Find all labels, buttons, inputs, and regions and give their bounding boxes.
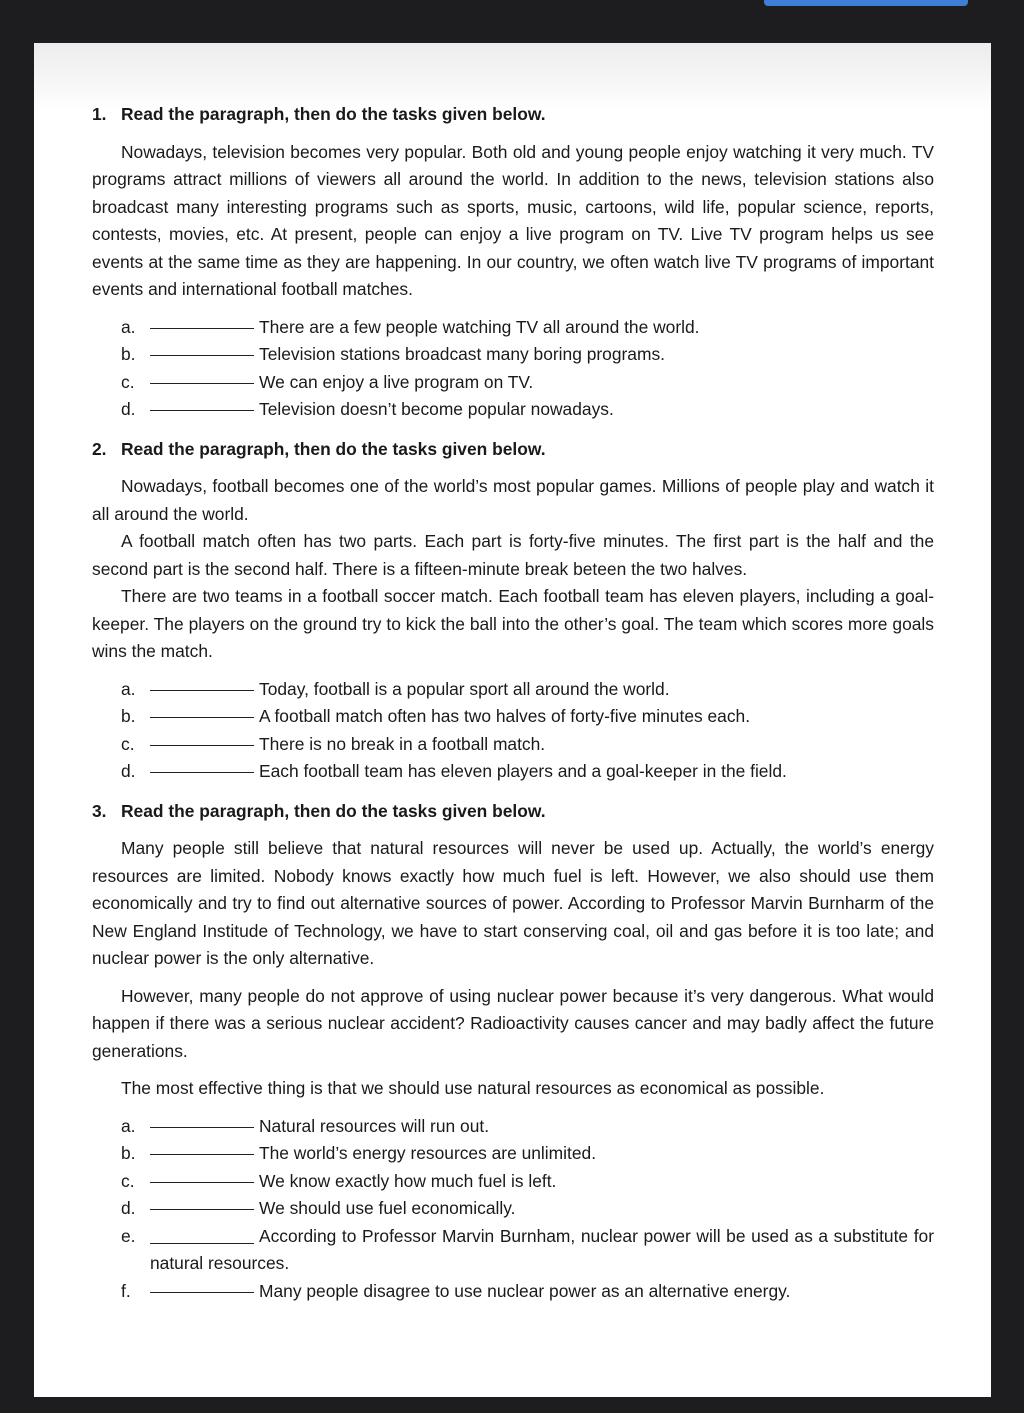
- section-heading: [92, 798, 934, 826]
- item-text: Today, football is a popular sport all around the world.: [259, 678, 670, 699]
- item-letter: b.: [121, 1143, 136, 1163]
- statement-item: [92, 1223, 934, 1278]
- item-letter: d.: [121, 399, 136, 419]
- answer-blank[interactable]: [150, 1166, 254, 1183]
- answer-blank[interactable]: [150, 312, 254, 329]
- item-letter: d.: [121, 761, 136, 781]
- item-text: Television doesn’t become popular nowadays.: [259, 399, 614, 419]
- item-wrap-text: [150, 1223, 934, 1278]
- statement-item: [92, 731, 934, 759]
- section-title: Read the paragraph, then do the tasks given below.: [121, 104, 546, 124]
- answer-blank[interactable]: [150, 701, 254, 718]
- answer-blank[interactable]: [150, 1227, 254, 1244]
- statement-item: [92, 703, 934, 731]
- item-text: According to Professor Marvin Burnham, nuclear power will be used as a substitute for natural resources.: [150, 1225, 934, 1273]
- statement-item: [92, 314, 934, 342]
- item-letter: a.: [121, 678, 136, 699]
- paragraph: A football match often has two parts. Each part is forty-five minutes. The first part is the half and the second part is the second half. There is a fifteen-minute break beteen the two halves.: [92, 531, 934, 579]
- paragraph: The most effective thing is that we should use natural resources as economical as possible.: [121, 1078, 825, 1098]
- item-text: Many people disagree to use nuclear power as an alternative energy.: [259, 1280, 791, 1301]
- statement-item: [92, 758, 934, 786]
- answer-blank[interactable]: [150, 1111, 254, 1128]
- section-title: Read the paragraph, then do the tasks given below.: [121, 800, 546, 821]
- section-heading: [92, 436, 934, 464]
- statement-item: [92, 1278, 934, 1306]
- item-letter: c.: [121, 1170, 135, 1191]
- item-letter: a.: [121, 316, 136, 337]
- paragraph: There are two teams in a football soccer match. Each football team has eleven players, including a goal-keeper. The players on the ground try to kick the ball into the other’s goal. The team which scores more goals wins the match.: [92, 586, 934, 661]
- section-number: 2.: [92, 438, 107, 459]
- answer-blank[interactable]: [150, 674, 254, 691]
- item-text: The world’s energy resources are unlimited.: [259, 1143, 597, 1163]
- statement-item: [92, 676, 934, 704]
- item-letter: e.: [121, 1225, 136, 1246]
- statement-item: [92, 1140, 934, 1168]
- section-title: Read the paragraph, then do the tasks given below.: [121, 438, 546, 459]
- item-text: We should use fuel economically.: [259, 1198, 516, 1218]
- section-number: 1.: [92, 104, 107, 124]
- answer-blank[interactable]: [150, 339, 254, 356]
- item-text: There is no break in a football match.: [259, 733, 546, 754]
- item-letter: d.: [121, 1198, 136, 1218]
- paragraph: Nowadays, football becomes one of the world’s most popular games. Millions of people play and watch it all around the world.: [92, 476, 934, 524]
- top-accent-bar: [764, 0, 968, 6]
- statement-list: [92, 676, 934, 786]
- answer-blank[interactable]: [150, 756, 254, 773]
- paragraph: However, many people do not approve of using nuclear power because it’s very dangerous. What would happen if there was a serious nuclear accident? Radioactivity causes cancer and may badly affect the future generations.: [92, 985, 934, 1061]
- item-text: There are a few people watching TV all around the world.: [259, 316, 700, 337]
- item-text: Each football team has eleven players and a goal-keeper in the field.: [259, 761, 787, 781]
- item-letter: b.: [121, 344, 136, 364]
- statement-item: [92, 1168, 934, 1196]
- item-letter: c.: [121, 733, 135, 754]
- item-text: We know exactly how much fuel is left.: [259, 1170, 557, 1191]
- item-text: Television stations broadcast many boring programs.: [259, 344, 665, 364]
- item-text: A football match often has two halves of forty-five minutes each.: [259, 706, 751, 726]
- item-text: Natural resources will run out.: [259, 1115, 490, 1136]
- item-text: We can enjoy a live program on TV.: [259, 371, 534, 392]
- section-3: [92, 798, 934, 1306]
- answer-blank[interactable]: [150, 1138, 254, 1155]
- item-letter: b.: [121, 706, 136, 726]
- section-heading: [92, 101, 934, 129]
- document-content: [92, 101, 934, 1317]
- section-2: [92, 436, 934, 786]
- answer-blank[interactable]: [150, 1276, 254, 1293]
- section-number: 3.: [92, 800, 107, 821]
- answer-blank[interactable]: [150, 394, 254, 411]
- answer-blank[interactable]: [150, 729, 254, 746]
- document-page: [34, 43, 991, 1397]
- answer-blank[interactable]: [150, 1193, 254, 1210]
- statement-item: [92, 369, 934, 397]
- item-letter: f.: [121, 1280, 131, 1301]
- item-letter: a.: [121, 1115, 136, 1136]
- statement-item: [92, 1195, 934, 1223]
- statement-item: [92, 341, 934, 369]
- statement-list: [92, 1113, 934, 1306]
- paragraph: Many people still believe that natural resources will never be used up. Actually, the world’s energy resources are limited. Nobody knows exactly how much fuel is left. However, we also should use them economically and try to find out alternative sources of power. According to Professor Marvin Burnharm of the New England Institude of Technology, we have to start conserving coal, oil and gas before it is too late; and nuclear power is the only alternative.: [92, 838, 934, 968]
- section-1: [92, 101, 934, 424]
- statement-item: [92, 1113, 934, 1141]
- answer-blank[interactable]: [150, 367, 254, 384]
- statement-list: [92, 314, 934, 424]
- statement-item: [92, 396, 934, 424]
- item-letter: c.: [121, 371, 135, 392]
- paragraph: Nowadays, television becomes very popular. Both old and young people enjoy watching it very much. TV programs attract millions of viewers all around the world. In addition to the news, television stations also broadcast many interesting programs such as sports, music, cartoons, wild life, popular science, reports, contests, movies, etc. At present, people can enjoy a live program on TV. Live TV program helps us see events at the same time as they are happening. In our country, we often watch live TV programs of important events and international football matches.: [92, 141, 934, 299]
